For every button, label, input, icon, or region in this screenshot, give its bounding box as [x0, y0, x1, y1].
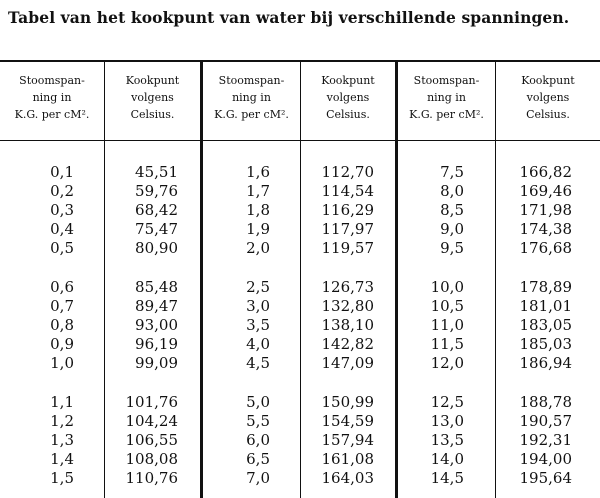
table-cell: 185,03 [519, 335, 572, 353]
table-cell: 1,1 [50, 393, 74, 411]
table-cell: 157,94 [321, 431, 374, 449]
table-cell: 59,76 [135, 182, 178, 200]
table-cell: 2,0 [246, 239, 270, 257]
header-stoomspanning-3: Stoomspan- ning in K.G. per cM². [409, 74, 484, 121]
table-cell: 195,64 [519, 469, 572, 487]
table-cell: 126,73 [321, 278, 374, 296]
table-cell: 9,5 [440, 239, 464, 257]
table-cell: 14,5 [430, 469, 464, 487]
table-cell: 161,08 [321, 450, 374, 468]
table-cell: 6,5 [246, 450, 270, 468]
table-cell: 183,05 [519, 316, 572, 334]
table-cell: 108,08 [125, 450, 178, 468]
table-cell: 8,0 [440, 182, 464, 200]
table-cell: 10,0 [430, 278, 464, 296]
table-cell: 1,8 [246, 201, 270, 219]
header-kookpunt-2: Kookpunt volgens Celsius. [321, 74, 375, 121]
table-cell: 5,5 [246, 412, 270, 430]
table-cell: 13,5 [430, 431, 464, 449]
table-cell: 142,82 [321, 335, 374, 353]
table-cell: 116,29 [321, 201, 374, 219]
table-cell: 99,09 [135, 354, 178, 372]
table-cell: 104,24 [125, 412, 178, 430]
table-cell: 12,5 [430, 393, 464, 411]
header-stoomspanning-2: Stoomspan- ning in K.G. per cM². [214, 74, 289, 121]
table-cell: 4,5 [246, 354, 270, 372]
table-cell: 190,57 [519, 412, 572, 430]
table-cell: 0,9 [50, 335, 74, 353]
table-cell: 119,57 [321, 239, 374, 257]
table-cell: 132,80 [321, 297, 374, 315]
table-cell: 1,2 [50, 412, 74, 430]
table-cell: 12,0 [430, 354, 464, 372]
header-kookpunt-1: Kookpunt volgens Celsius. [125, 74, 180, 121]
table-cell: 1,7 [246, 182, 270, 200]
table-cell: 14,0 [430, 450, 464, 468]
table-cell: 10,5 [430, 297, 464, 315]
table-cell: 80,90 [135, 239, 178, 257]
table-cell: 11,5 [430, 335, 464, 353]
table-cell: 112,70 [321, 163, 374, 181]
table-cell: 3,5 [246, 316, 270, 334]
table-cell: 178,89 [519, 278, 572, 296]
table-cell: 106,55 [125, 431, 178, 449]
table-cell: 7,0 [246, 469, 270, 487]
table-cell: 1,6 [246, 163, 270, 181]
table-cell: 75,47 [135, 220, 178, 238]
table-cell: 0,6 [50, 278, 74, 296]
table-cell: 4,0 [246, 335, 270, 353]
table-cell: 1,5 [50, 469, 74, 487]
table-cell: 0,3 [50, 201, 74, 219]
table-cell: 68,42 [135, 201, 178, 219]
table-cell: 93,00 [135, 316, 178, 334]
table-cell: 117,97 [321, 220, 374, 238]
table-cell: 181,01 [519, 297, 572, 315]
table-cell: 85,48 [135, 278, 178, 296]
table-cell: 0,1 [50, 163, 74, 181]
table-cell: 0,4 [50, 220, 74, 238]
table-cell: 7,5 [440, 163, 464, 181]
table-cell: 3,0 [246, 297, 270, 315]
column-pressure-2 [222, 163, 270, 488]
table-cell: 1,9 [246, 220, 270, 238]
table-cell: 188,78 [519, 393, 572, 411]
table-cell: 171,98 [519, 201, 572, 219]
table-cell: 6,0 [246, 431, 270, 449]
table-cell: 11,0 [430, 316, 464, 334]
table-cell: 194,00 [519, 450, 572, 468]
table-cell: 110,76 [125, 469, 178, 487]
table-cell: 9,0 [440, 220, 464, 238]
table-cell: 0,2 [50, 182, 74, 200]
table-cell: 147,09 [321, 354, 374, 372]
table-cell: 0,7 [50, 297, 74, 315]
table-cell: 0,5 [50, 239, 74, 257]
table-cell: 166,82 [519, 163, 572, 181]
table-cell: 114,54 [321, 182, 374, 200]
column-boiling-2 [305, 163, 374, 488]
table-cell: 186,94 [519, 354, 572, 372]
table-cell: 101,76 [125, 393, 178, 411]
column-boiling-1 [112, 163, 178, 488]
table-cell: 45,51 [135, 163, 178, 181]
table-cell: 176,68 [519, 239, 572, 257]
table-cell: 138,10 [321, 316, 374, 334]
column-pressure-3 [412, 163, 464, 488]
table-cell: 154,59 [321, 412, 374, 430]
table-cell: 1,0 [50, 354, 74, 372]
table-cell: 5,0 [246, 393, 270, 411]
column-boiling-3 [500, 163, 572, 488]
table-cell: 89,47 [135, 297, 178, 315]
table-cell: 169,46 [519, 182, 572, 200]
table-cell: 0,8 [50, 316, 74, 334]
table-cell: 1,3 [50, 431, 74, 449]
table-cell: 192,31 [519, 431, 572, 449]
header-kookpunt-3: Kookpunt volgens Celsius. [521, 74, 575, 121]
table-title: Tabel van het kookpunt van water bij verschillende spanningen. [8, 8, 570, 27]
table-cell: 2,5 [246, 278, 270, 296]
table-cell: 8,5 [440, 201, 464, 219]
table-cell: 174,38 [519, 220, 572, 238]
header-stoomspanning-1: Stoomspan- ning in K.G. per cM². [14, 74, 90, 121]
table-cell: 13,0 [430, 412, 464, 430]
table-cell: 164,03 [321, 469, 374, 487]
table-cell: 96,19 [135, 335, 178, 353]
table-cell: 150,99 [321, 393, 374, 411]
column-pressure-1 [30, 163, 74, 488]
table-cell: 1,4 [50, 450, 74, 468]
